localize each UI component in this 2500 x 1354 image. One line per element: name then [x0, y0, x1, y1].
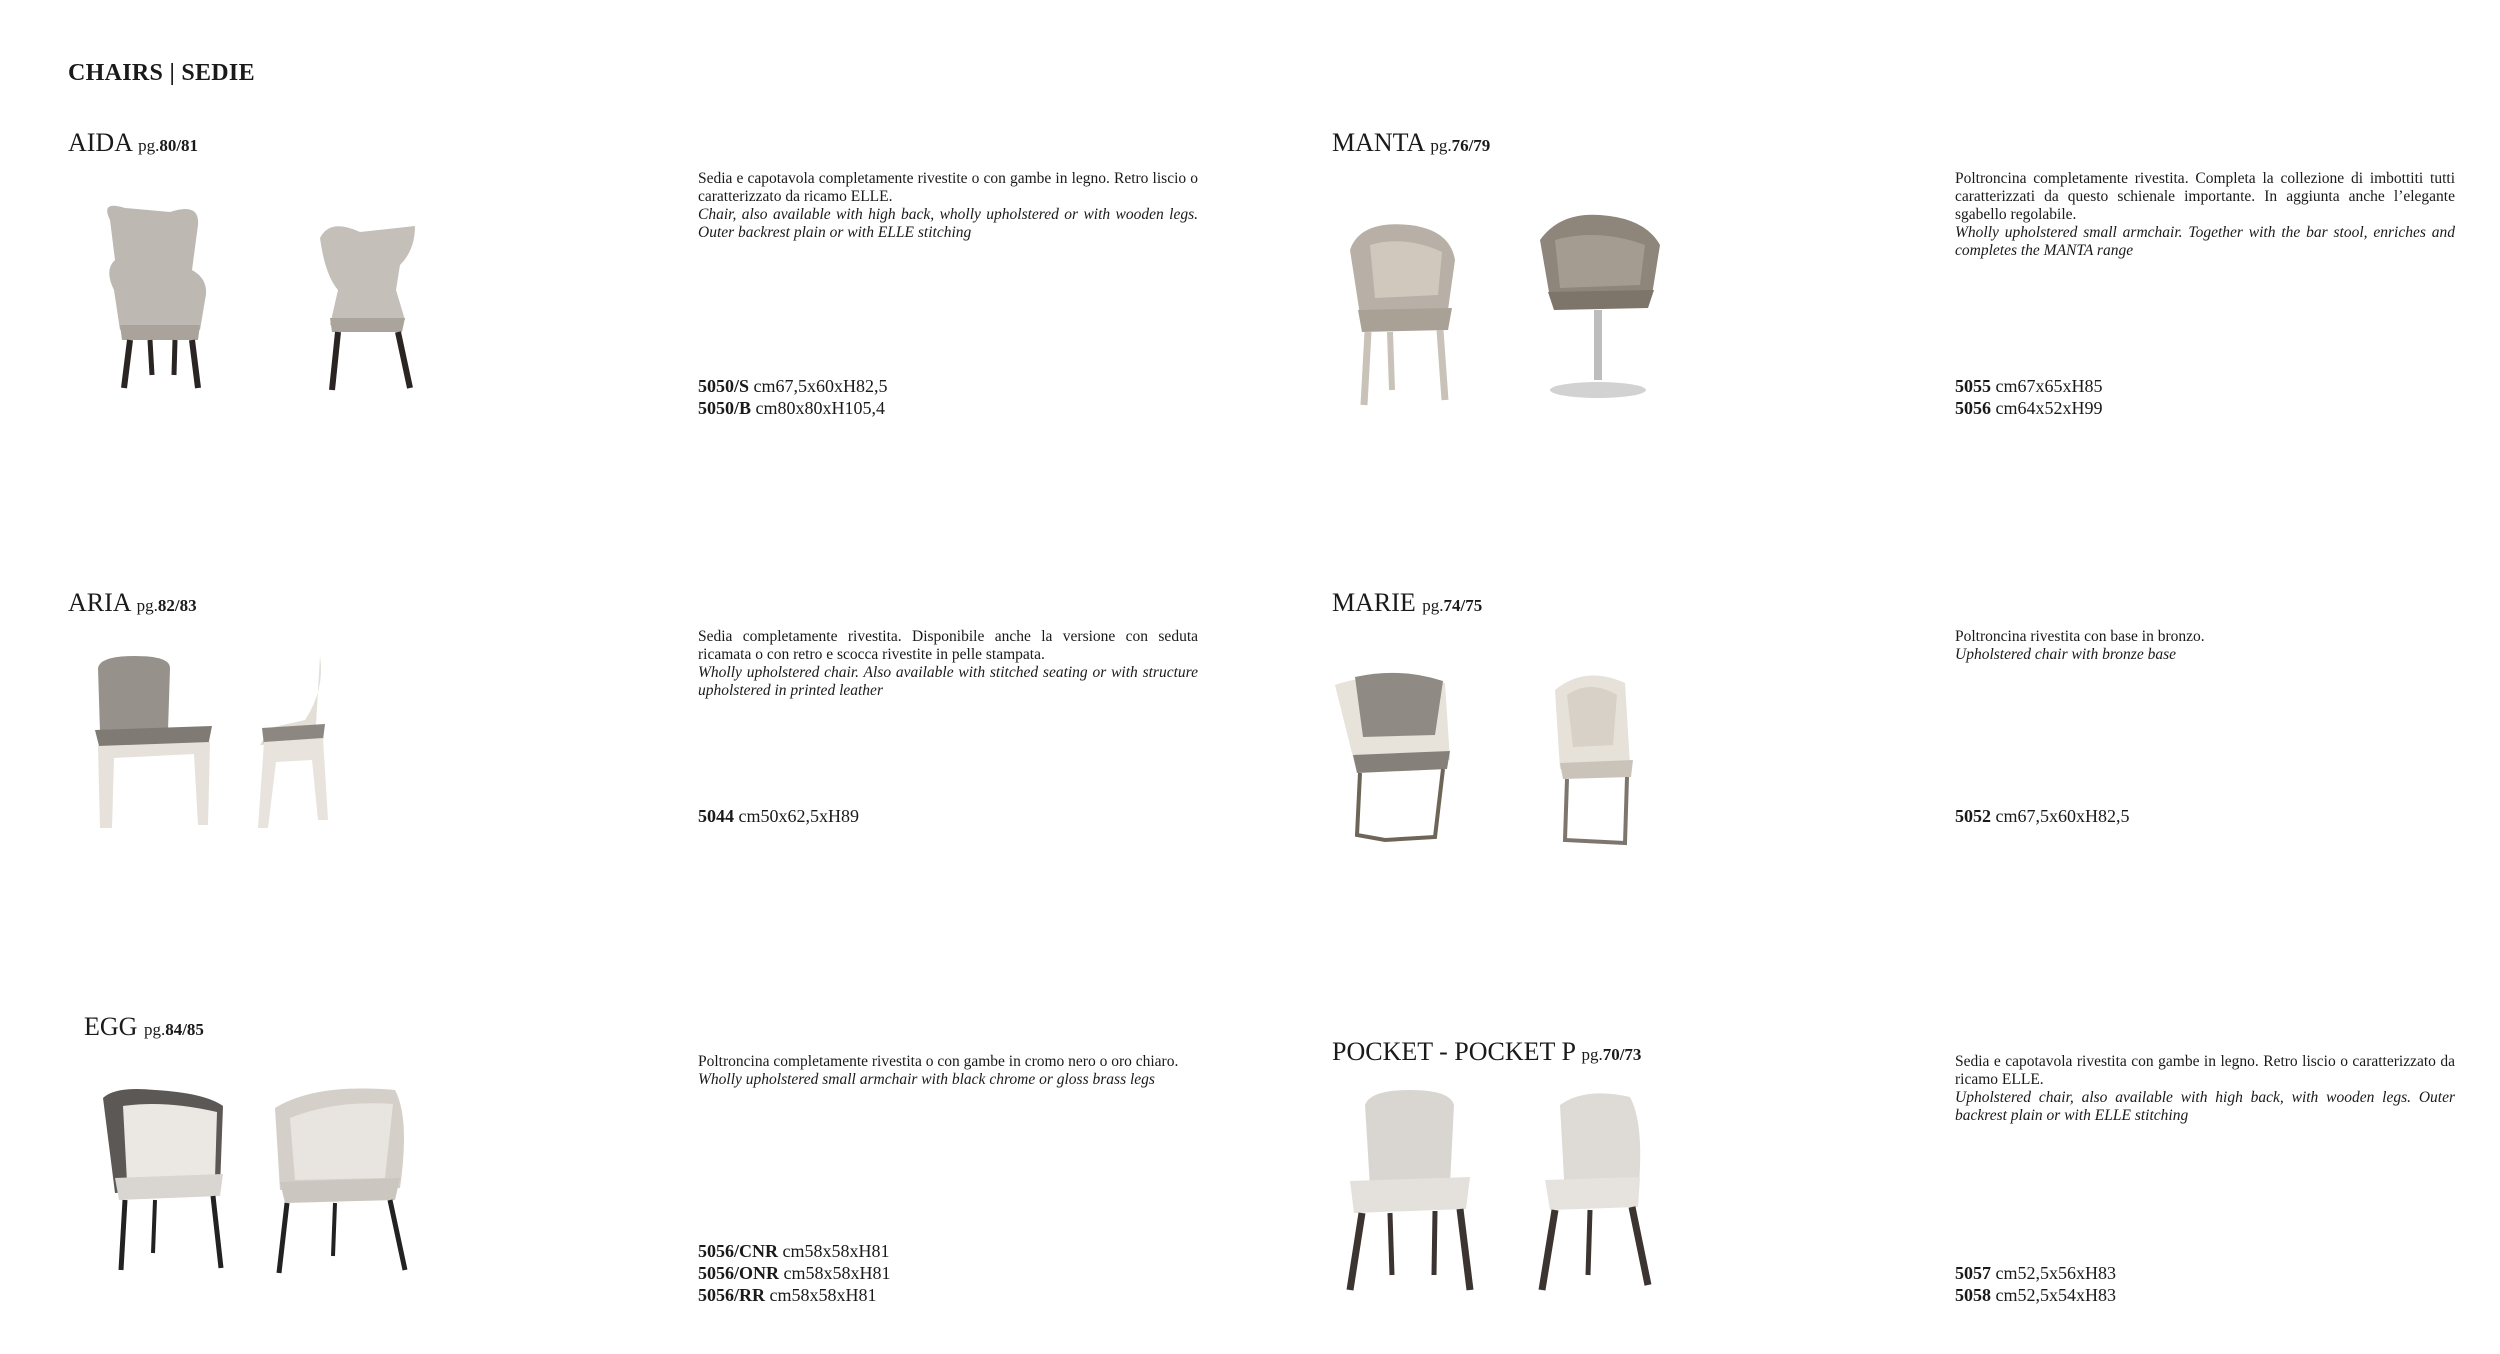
- product-title: MARIE: [1332, 588, 1416, 617]
- product-name-marie: [1332, 588, 1482, 618]
- description-aria: [698, 628, 1198, 700]
- dimensions: cm52,5x56xH83: [1995, 1263, 2116, 1283]
- code: 5057: [1955, 1263, 1991, 1283]
- codes-aida: [698, 375, 888, 419]
- dimensions: cm64x52xH99: [1995, 398, 2103, 418]
- dimensions: cm67,5x60xH82,5: [753, 376, 888, 396]
- page-ref-label: pg.: [143, 1020, 166, 1039]
- dimensions: cm58x58xH81: [782, 1241, 890, 1261]
- description-english: Upholstered chair, also available with high back, with wooden legs. Outer backrest plain or with ELLE stitching: [1955, 1089, 2455, 1124]
- page-ref-number: 76/79: [1451, 136, 1491, 155]
- product-title: EGG: [84, 1012, 138, 1041]
- description-marie: [1955, 628, 2455, 664]
- code: 5056/RR: [698, 1285, 765, 1305]
- code: 5050/B: [698, 398, 752, 418]
- product-title: MANTA: [1332, 128, 1424, 157]
- description-italian: Poltroncina completamente rivestita o con gambe in cromo nero o oro chiaro.: [698, 1053, 1179, 1070]
- egg-chairs-image: [95, 1078, 425, 1278]
- code-row: [698, 805, 859, 827]
- description-manta: [1955, 170, 2455, 260]
- product-title: ARIA: [68, 588, 131, 617]
- description-english: Upholstered chair with bronze base: [1955, 646, 2177, 663]
- code-row: [698, 1284, 891, 1306]
- description-italian: Poltroncina rivestita con base in bronzo.: [1955, 628, 2205, 645]
- description-english: Wholly upholstered chair. Also available with stitched seating or with structure upholstered in printed leather: [698, 664, 1198, 699]
- manta-chairs-image: [1330, 190, 1700, 420]
- description-italian: Poltroncina completamente rivestita. Completa la collezione di imbottiti tutti caratterizzati da questo schienale importante. In aggiunta anche l’elegante sgabello regolabile.: [1955, 170, 2455, 223]
- code: 5056/CNR: [698, 1241, 778, 1261]
- dimensions: cm58x58xH81: [783, 1263, 891, 1283]
- description-italian: Sedia e capotavola completamente rivestite o con gambe in legno. Retro liscio o caratterizzato da ricamo ELLE.: [698, 170, 1198, 205]
- page-ref-label: pg.: [1422, 596, 1444, 615]
- product-name-manta: [1332, 128, 1490, 158]
- code-row: [698, 1240, 891, 1262]
- codes-pocket: [1955, 1262, 2116, 1306]
- dimensions: cm67x65xH85: [1995, 376, 2103, 396]
- codes-marie: [1955, 805, 2130, 827]
- code-row: [1955, 1284, 2116, 1306]
- page-ref-number: 70/73: [1602, 1045, 1642, 1064]
- description-english: Chair, also available with high back, wholly upholstered or with wooden legs. Outer backrest plain or with ELLE stitching: [698, 206, 1198, 241]
- page-title: CHAIRS | SEDIE: [68, 60, 255, 86]
- page-ref-label: pg.: [138, 136, 160, 155]
- code: 5050/S: [698, 376, 750, 396]
- page-ref-number: 82/83: [157, 596, 197, 615]
- code: 5058: [1955, 1285, 1991, 1305]
- description-english: Wholly upholstered small armchair with black chrome or gloss brass legs: [698, 1071, 1155, 1088]
- product-name-aida: [68, 128, 198, 158]
- codes-egg: [698, 1240, 891, 1306]
- code: 5055: [1955, 376, 1991, 396]
- codes-aria: [698, 805, 859, 827]
- aria-chairs-image: [80, 650, 400, 840]
- page-ref-number: 84/85: [165, 1020, 204, 1039]
- dimensions: cm50x62,5xH89: [738, 806, 859, 826]
- description-aida: [698, 170, 1198, 242]
- code-row: [698, 375, 888, 397]
- product-name-pocket: [1332, 1037, 1641, 1067]
- product-title: AIDA: [68, 128, 132, 157]
- aida-chairs-image: [80, 190, 420, 400]
- dimensions: cm80x80xH105,4: [755, 398, 886, 418]
- code: 5052: [1955, 806, 1991, 826]
- dimensions: cm67,5x60xH82,5: [1995, 806, 2130, 826]
- code: 5044: [698, 806, 734, 826]
- code-row: [1955, 375, 2103, 397]
- dimensions: cm58x58xH81: [769, 1285, 877, 1305]
- dimensions: cm52,5x54xH83: [1995, 1285, 2116, 1305]
- page-ref-number: 74/75: [1443, 596, 1483, 615]
- product-name-egg: [84, 1012, 204, 1042]
- page-ref-number: 80/81: [159, 136, 199, 155]
- code: 5056/ONR: [698, 1263, 779, 1283]
- code-row: [698, 1262, 891, 1284]
- page-ref-label: pg.: [1581, 1045, 1603, 1064]
- description-italian: Sedia e capotavola rivestita con gambe in legno. Retro liscio o caratterizzato da ricamo ELLE.: [1955, 1053, 2455, 1088]
- product-title: POCKET - POCKET P: [1332, 1037, 1575, 1066]
- description-pocket: [1955, 1053, 2455, 1125]
- code-row: [1955, 805, 2130, 827]
- page-ref-label: pg.: [136, 596, 158, 615]
- product-name-aria: [68, 588, 197, 618]
- pocket-chairs-image: [1310, 1085, 1680, 1300]
- description-egg: [698, 1053, 1198, 1089]
- code-row: [698, 397, 888, 419]
- description-english: Wholly upholstered small armchair. Together with the bar stool, enriches and completes the MANTA range: [1955, 224, 2455, 259]
- code-row: [1955, 1262, 2116, 1284]
- page-ref-label: pg.: [1430, 136, 1452, 155]
- codes-manta: [1955, 375, 2103, 419]
- description-italian: Sedia completamente rivestita. Disponibile anche la versione con seduta ricamata o con retro e scocca rivestite in pelle stampata.: [698, 628, 1198, 663]
- code-row: [1955, 397, 2103, 419]
- code: 5056: [1955, 398, 1991, 418]
- marie-chairs-image: [1315, 665, 1675, 855]
